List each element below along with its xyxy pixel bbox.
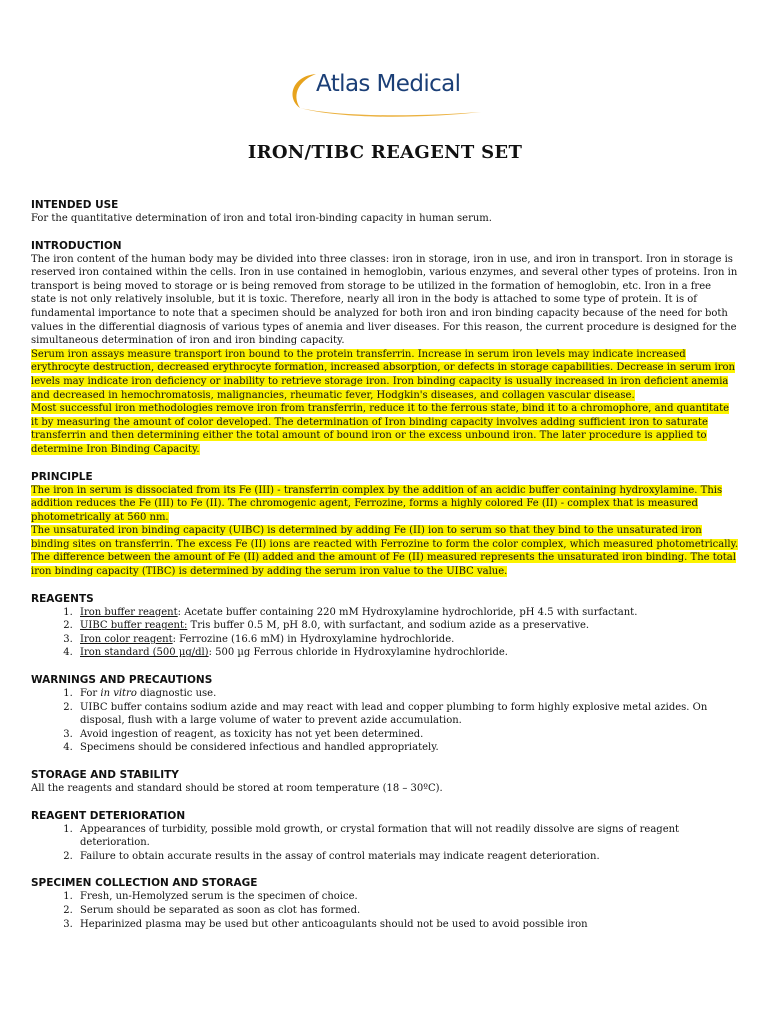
list-item: 3. Heparinized plasma may be used but other anticoagulants should not be used to avoid possible iron bbox=[76, 918, 739, 932]
list-item: 2. Serum should be separated as soon as clot has formed. bbox=[76, 904, 739, 918]
storage-section bbox=[31, 768, 739, 796]
highlighted-paragraph: The unsaturated iron binding capacity (UIBC) is determined by adding Fe (II) ion to serum so that they bind to the unsaturated iron binding sites on transferrin. The excess Fe (II) ions are reacted with Ferrozine to form the color complex, which measured photometrically. The difference between the amount of Fe (II) added and the amount of Fe (II) measured represents the unsaturated iron binding. The total iron binding capacity (TIBC) is determined by adding the serum iron value to the UIBC value. bbox=[31, 525, 739, 578]
principle-heading: PRINCIPLE bbox=[31, 470, 93, 483]
introduction-paragraph: The iron content of the human body may be divided into three classes: iron in storage, iron in use, and iron in transport. Iron in storage is reserved iron contained within the cells. Iron in use contained in hemoglobin, various enzymes, and several other types of proteins. Iron in transport is being moved to storage or is being removed from storage to be utilized in the formation of hemoglobin, etc. Iron in a free state is not only relatively insoluble, but it is toxic. Therefore, nearly all iron in the body is attached to some type of protein. It is of fundamental importance to note that a specimen should be analyzed for both iron and iron binding capacity because of the need for both values in the differential diagnosis of various types of anemia and liver diseases. For this reason, the current procedure is designed for the simultaneous determination of iron and iron binding capacity. bbox=[31, 253, 738, 347]
logo-wordmark: Atlas Medical bbox=[316, 71, 461, 97]
reagents-list bbox=[31, 606, 739, 660]
specimen-list bbox=[31, 890, 739, 931]
highlighted-paragraph: Most successful iron methodologies remove iron from transferrin, reduce it to the ferrous state, bind it to a chromophore, and quantitate it by measuring the amount of color developed. The determination of Iron binding capacity involves adding sufficient iron to saturate transferrin and then determining either the total amount of bound iron or the excess unbound iron. The later procedure is applied to determine Iron Binding Capacity. bbox=[31, 403, 730, 455]
warning-text: diagnostic use. bbox=[136, 688, 217, 700]
specimen-section bbox=[31, 876, 739, 931]
reagent-label: Iron buffer reagent bbox=[80, 606, 178, 618]
intended-use-heading: INTENDED USE bbox=[31, 199, 119, 211]
storage-heading: STORAGE AND STABILITY bbox=[31, 769, 179, 781]
document-body bbox=[31, 198, 739, 931]
list-item bbox=[76, 619, 739, 633]
list-item: 1. Appearances of turbidity, possible mold growth, or crystal formation that will not readily dissolve are signs of reagent deterioration. bbox=[76, 823, 739, 850]
reagent-label: Iron standard (500 µg/dl) bbox=[80, 647, 209, 659]
introduction-heading: INTRODUCTION bbox=[31, 239, 122, 252]
intended-use-text: For the quantitative determination of iron and total iron-binding capacity in human serum. bbox=[31, 213, 492, 224]
list-item: 2. UIBC buffer contains sodium azide and may react with lead and copper plumbing to form highly explosive metal azides. On disposal, flush with a large volume of water to prevent azide accumulation. bbox=[76, 701, 739, 728]
list-item bbox=[76, 646, 739, 660]
reagent-description: : Ferrozine (16.6 mM) in Hydroxylamine hydrochloride. bbox=[172, 633, 455, 645]
list-item bbox=[76, 633, 739, 647]
storage-text: All the reagents and standard should be stored at room temperature (18 – 30ºC). bbox=[31, 783, 443, 794]
reagent-description: Tris buffer 0.5 M, pH 8.0, with surfactant, and sodium azide as a preservative. bbox=[187, 620, 590, 632]
introduction-section bbox=[31, 239, 739, 457]
warnings-section bbox=[31, 673, 739, 755]
reagent-description: : Acetate buffer containing 220 mM Hydroxylamine hydrochloride, pH 4.5 with surfactant. bbox=[177, 606, 638, 618]
reagents-section bbox=[31, 592, 739, 660]
list-item: 3. Avoid ingestion of reagent, as toxicity has not yet been determined. bbox=[76, 728, 739, 742]
deterioration-section bbox=[31, 809, 739, 864]
reagents-heading: REAGENTS bbox=[31, 592, 94, 605]
reagent-label: UIBC buffer reagent: bbox=[80, 620, 188, 632]
specimen-heading: SPECIMEN COLLECTION AND STORAGE bbox=[31, 877, 258, 890]
highlighted-paragraph: The iron in serum is dissociated from its Fe (III) - transferrin complex by the addition of an acidic buffer containing hydroxylamine. This addition reduces the Fe (III) to Fe (II). The chromogenic agent, Ferrozine, forms a highly colored Fe (II) - complex that is measured photometrically at 560 nm. bbox=[31, 484, 723, 523]
deterioration-heading: REAGENT DETERIORATION bbox=[31, 809, 186, 822]
reagent-label: Iron color reagent bbox=[80, 633, 173, 645]
list-item bbox=[76, 606, 739, 620]
reagent-description: : 500 µg Ferrous chloride in Hydroxylamine hydrochloride. bbox=[208, 647, 508, 659]
deterioration-list bbox=[31, 823, 739, 864]
list-item: 4. Specimens should be considered infectious and handled appropriately. bbox=[76, 741, 739, 755]
document-title: IRON/TIBC REAGENT SET bbox=[247, 142, 523, 163]
intended-use-section bbox=[31, 198, 739, 226]
principle-section bbox=[31, 470, 739, 579]
warning-text: For bbox=[80, 688, 101, 700]
in-vitro-emphasis: in vitro bbox=[100, 688, 137, 700]
atlas-medical-logo bbox=[286, 68, 486, 118]
warnings-heading: WARNINGS AND PRECAUTIONS bbox=[31, 674, 213, 687]
list-item: 1. Fresh, un-Hemolyzed serum is the specimen of choice. bbox=[76, 890, 739, 904]
list-item bbox=[76, 687, 739, 701]
warnings-list bbox=[31, 687, 739, 755]
highlighted-paragraph: Serum iron assays measure transport iron bound to the protein transferrin. Increase in serum iron levels may indicate increased erythrocyte destruction, decreased erythrocyte formation, increased absorption, or defects in storage capabilities. Decrease in serum iron levels may indicate iron deficiency or inability to retrieve storage iron. Iron binding capacity is usually increased in iron deficient anemia and decreased in hemochromatosis, malignancies, rheumatic fever, Hodgkin's diseases, and collagen vascular disease. bbox=[31, 348, 735, 401]
list-item: 2. Failure to obtain accurate results in the assay of control materials may indicate reagent deterioration. bbox=[76, 850, 739, 864]
